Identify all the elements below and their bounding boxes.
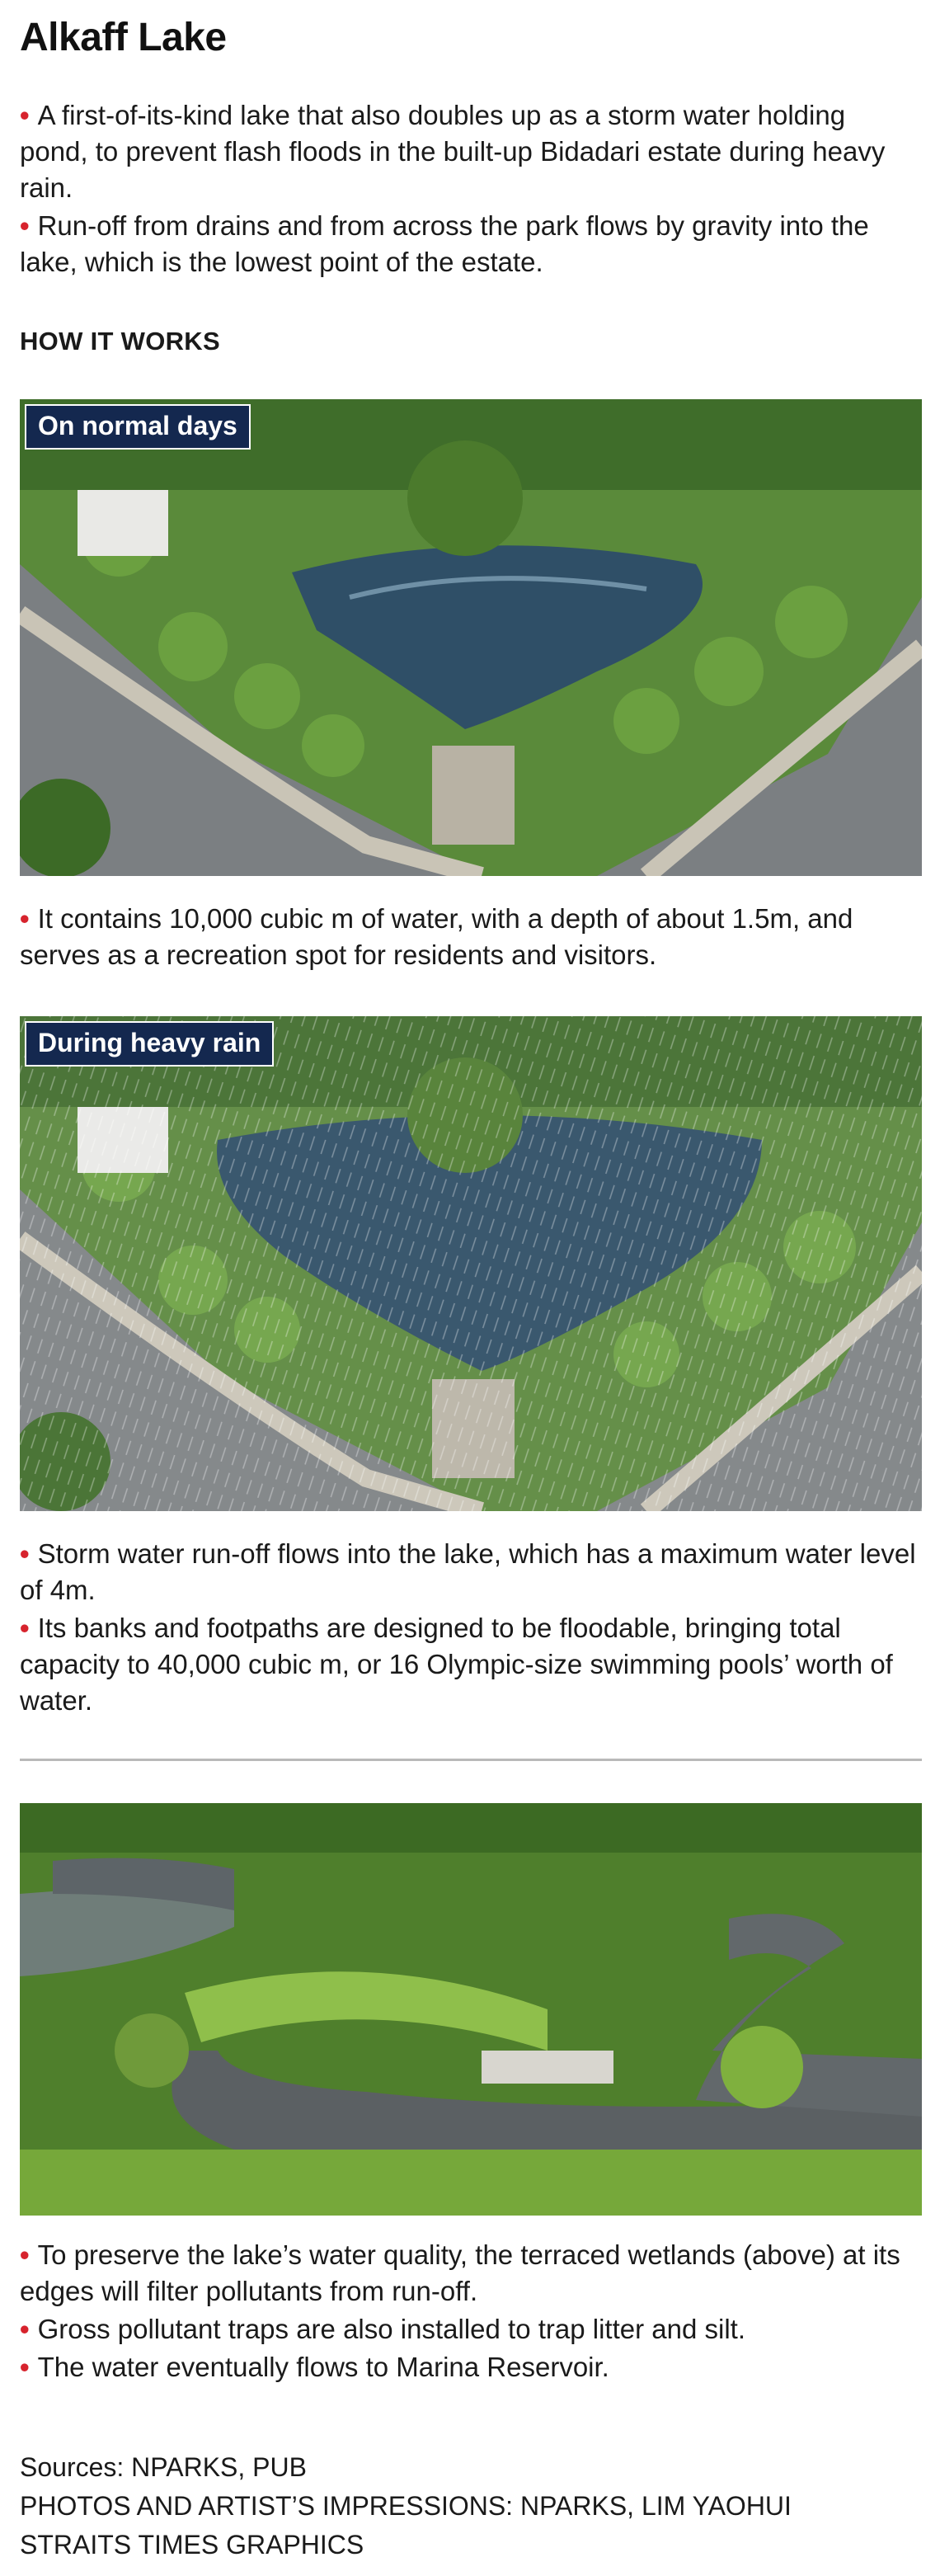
normal-days-label: On normal days — [25, 404, 251, 450]
bullet-dot-icon: • — [20, 2314, 30, 2344]
bullet-dot-icon: • — [20, 2239, 30, 2270]
intro-bullet: • A first-of-its-kind lake that also doubles up as a storm water holding pond, to prevent flash floods in the built-up Bidadari estate during heavy rain. — [20, 100, 886, 203]
lake-aerial-rain-image — [20, 1016, 922, 1511]
wetlands-bullet: • Gross pollutant traps are also installed to trap litter and silt. — [20, 2314, 745, 2344]
lake-aerial-normal-image — [20, 399, 922, 876]
wetlands-bullet: • To preserve the lake’s water quality, the terraced wetlands (above) at its edges will filter pollutants from run-off. — [20, 2239, 900, 2306]
graphics-credit: STRAITS TIMES GRAPHICS — [20, 2530, 364, 2560]
intro-bullets — [20, 97, 919, 282]
intro-bullet: • Run-off from drains and from across the park flows by gravity into the lake, which is the lowest point of the estate. — [20, 210, 869, 277]
bullet-dot-icon: • — [20, 1538, 30, 1569]
photos-credit: PHOTOS AND ARTIST’S IMPRESSIONS: NPARKS, LIM YAOHUI — [20, 2491, 792, 2521]
heavy-rain-bullets — [20, 1536, 919, 1721]
page-title: Alkaff Lake — [20, 16, 227, 59]
normal-days-bullets — [20, 901, 919, 975]
bullet-dot-icon: • — [20, 210, 30, 241]
bullet-dot-icon: • — [20, 100, 30, 130]
wetlands-bullet: • The water eventually flows to Marina Reservoir. — [20, 2352, 609, 2382]
heavy-rain-bullet: • Its banks and footpaths are designed to be floodable, bringing total capacity to 40,000 cubic m, or 16 Olympic-size swimming pools’ worth of water. — [20, 1613, 893, 1716]
bullet-dot-icon: • — [20, 2352, 30, 2382]
heavy-rain-bullet: • Storm water run-off flows into the lake, which has a maximum water level of 4m. — [20, 1538, 916, 1605]
terraced-wetlands-image — [20, 1803, 922, 2216]
sources-credit: Sources: NPARKS, PUB — [20, 2452, 307, 2482]
heavy-rain-illustration — [20, 1016, 922, 1511]
section-heading: HOW IT WORKS — [20, 327, 220, 356]
bullet-dot-icon: • — [20, 903, 30, 934]
normal-days-illustration — [20, 399, 922, 876]
credits — [20, 2448, 792, 2564]
section-divider — [20, 1759, 922, 1761]
wetlands-bullets — [20, 2237, 919, 2387]
wetlands-photo — [20, 1803, 922, 2216]
bullet-dot-icon: • — [20, 1613, 30, 1643]
heavy-rain-label: During heavy rain — [25, 1021, 274, 1067]
normal-days-bullet: • It contains 10,000 cubic m of water, with a depth of about 1.5m, and serves as a recreation spot for residents and visitors. — [20, 903, 853, 970]
